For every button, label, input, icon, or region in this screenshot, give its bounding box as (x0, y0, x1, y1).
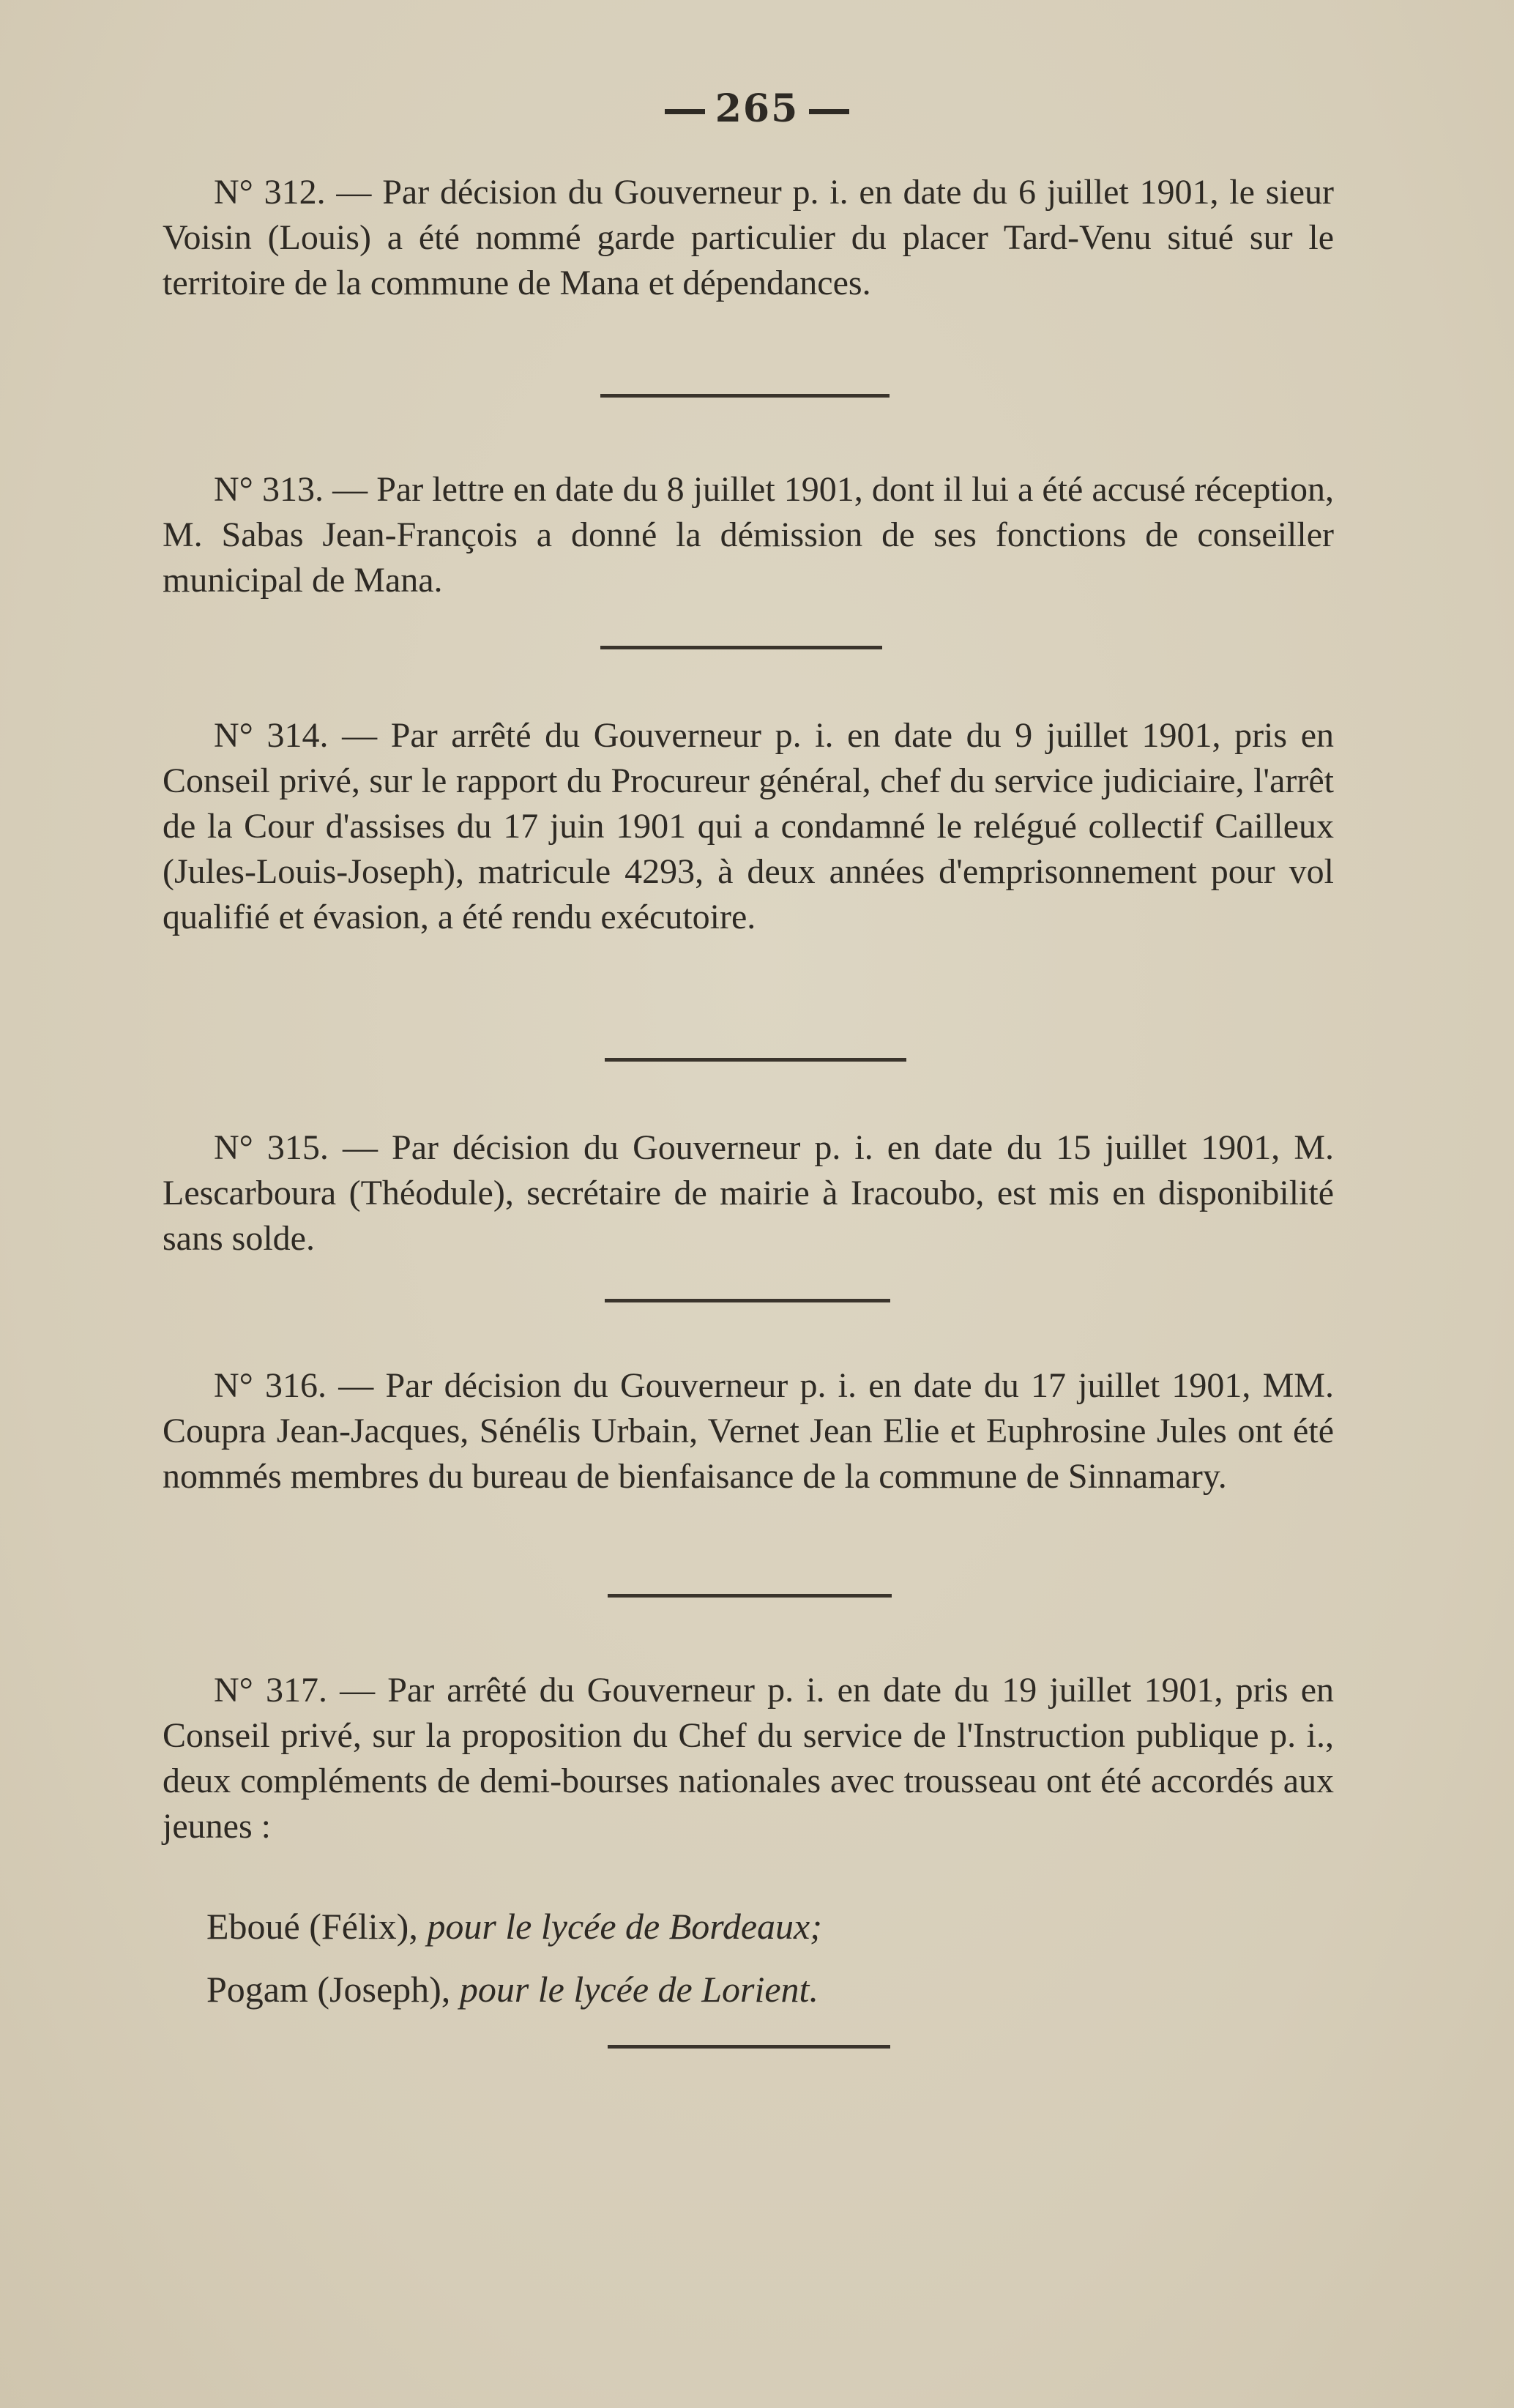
entry-313: N° 313. — Par lettre en date du 8 juillet 1901, dont il lui a été accusé réception, M. Sabas Jean-François a donné la démission de ses fonctions de conseiller municipal de Mana. (163, 470, 1334, 600)
page-number-dash-right (809, 109, 849, 114)
beneficiary-line (163, 1904, 1334, 1949)
entry-317: N° 317. — Par arrêté du Gouverneur p. i. en date du 19 juillet 1901, pris en Conseil privé, sur la proposition du Chef du service de l'Instruction publique p. i., deux compléments de demi-bourses nationales avec trousseau ont été accordés aux jeunes : (163, 1671, 1334, 1846)
separator-rule (600, 646, 882, 649)
beneficiary-school: pour le lycée de Lorient. (459, 1969, 818, 2010)
entry-312: N° 312. — Par décision du Gouverneur p. i. en date du 6 juillet 1901, le sieur Voisin (Louis) a été nommé garde particulier du placer Tard-Venu situé sur le territoire de la commune de Mana et dépendances. (163, 173, 1334, 302)
beneficiary-line (163, 1967, 1334, 2012)
separator-rule (608, 1594, 892, 1598)
page-number (0, 86, 1514, 131)
separator-rule (608, 2045, 890, 2049)
entry-314: N° 314. — Par arrêté du Gouverneur p. i. en date du 9 juillet 1901, pris en Conseil privé, sur le rapport du Procureur général, chef du service judiciaire, l'arrêt de la Cour d'assises du 17 juin 1901 qui a condamné le relégué collectif Cailleux (Jules-Louis-Joseph), matricule 4293, à deux années d'emprisonnement pour vol qualifié et évasion, a été rendu exécutoire. (163, 716, 1334, 936)
beneficiary-name: Eboué (Félix), (206, 1906, 418, 1947)
separator-rule (600, 394, 890, 398)
beneficiary-school: pour le lycée de Bordeaux; (427, 1906, 822, 1947)
separator-rule (605, 1058, 906, 1062)
beneficiary-name: Pogam (Joseph), (206, 1969, 451, 2010)
entry-316: N° 316. — Par décision du Gouverneur p. i. en date du 17 juillet 1901, MM. Coupra Jean-Jacques, Sénélis Urbain, Vernet Jean Elie et Euphrosine Jules ont été nommés membres du bureau de bienfaisance de la commune de Sinnamary. (163, 1366, 1334, 1496)
page-number-dash-left (665, 109, 705, 114)
entry-315: N° 315. — Par décision du Gouverneur p. i. en date du 15 juillet 1901, M. Lescarboura (Théodule), secrétaire de mairie à Iracoubo, est mis en disponibilité sans solde. (163, 1128, 1334, 1258)
page-number-text: 265 (715, 86, 799, 131)
separator-rule (605, 1299, 890, 1302)
